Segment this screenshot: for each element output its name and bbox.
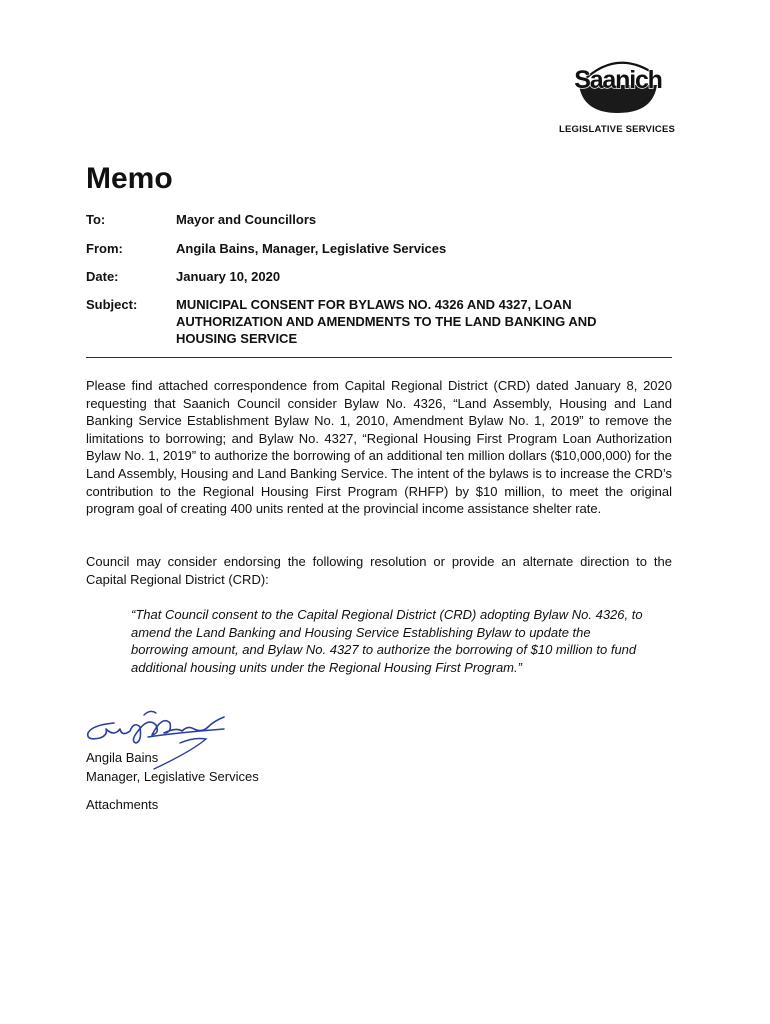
date-label: Date: — [86, 269, 119, 284]
subject-value: MUNICIPAL CONSENT FOR BYLAWS NO. 4326 AND 4327, LOAN AUTHORIZATION AND AMENDMENTS TO THE LAND BANKING AND HOUSING SERVICE — [176, 297, 597, 346]
signatory-name: Angila Bains — [86, 750, 159, 765]
body-paragraph-1: Please find attached correspondence from Capital Regional District (CRD) dated January 8, 2020 requesting that Saanich Council consider Bylaw No. 4326, “Land Assembly, Housing and Land Banking Service Establishment Bylaw No. 1, 2010, Amendment Bylaw No. 1, 2019” to remove the limitations to borrowing; and Bylaw No. 4327, “Regional Housing First Program Loan Authorization Bylaw No. 1, 2019” to authorize the borrowing of an additional ten million dollars ($10,000,000) for the Land Assembly, Housing and Land Banking Service. The intent of the bylaws is to increase the CRD’s contribution to the Regional Housing First Program (RHFP) by $10 million, to meet the original program goal of creating 400 units rented at the provincial income assistance shelter rate. — [86, 378, 672, 517]
body-paragraph-2: Council may consider endorsing the following resolution or provide an alternate direction to the Capital Regional District (CRD): — [86, 554, 672, 587]
logo-wordmark: Saanich — [574, 66, 662, 94]
date-value: January 10, 2020 — [176, 269, 281, 284]
saanich-logo-icon — [561, 55, 673, 113]
attachments-label: Attachments — [86, 797, 159, 812]
resolution-quote: “That Council consent to the Capital Regional District (CRD) adopting Bylaw No. 4326, to amend the Land Banking and Housing Service Establishing Bylaw to update the borrowing amount, and Bylaw No. 4327 to authorize the borrowing of $10 million to fund additional housing units under the Regional Housing First Program.” — [131, 607, 643, 675]
signatory-title: Manager, Legislative Services — [86, 769, 259, 784]
from-value: Angila Bains, Manager, Legislative Services — [176, 241, 447, 256]
header-divider — [86, 357, 672, 358]
saanich-logo — [553, 55, 683, 135]
from-label: From: — [86, 241, 123, 256]
page-title: Memo — [86, 162, 173, 195]
logo-department: LEGISLATIVE SERVICES — [558, 124, 676, 135]
to-label: To: — [86, 212, 106, 227]
handwritten-signature — [84, 707, 234, 777]
subject-label: Subject: — [86, 297, 138, 312]
to-value: Mayor and Councillors — [176, 212, 317, 227]
